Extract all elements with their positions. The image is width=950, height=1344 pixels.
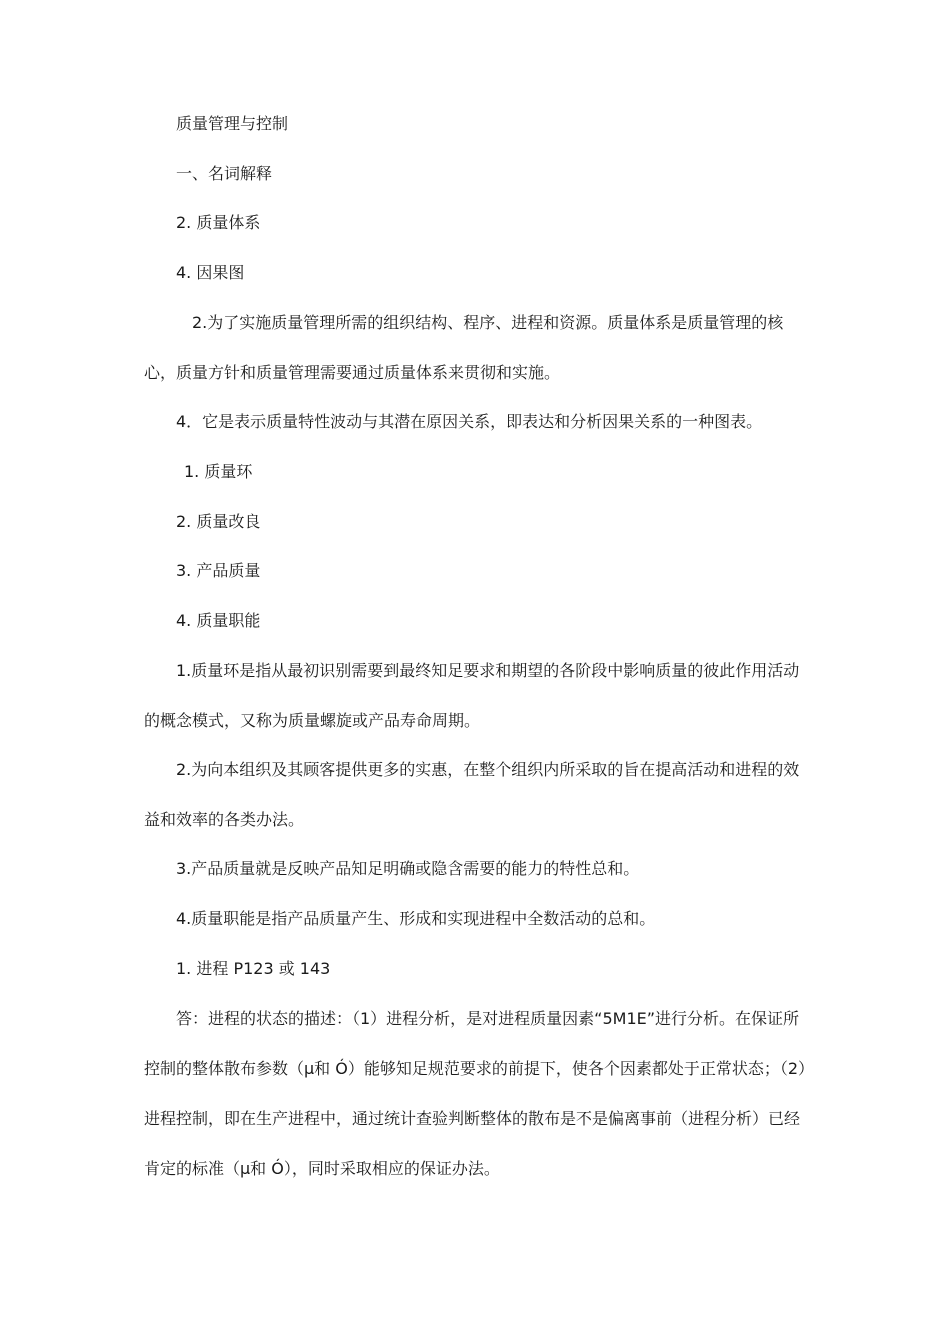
answer-paragraph: 答：进程的状态的描述：（1）进程分析，是对进程质量因素“5M1E”进行分析。在保证所控制的整体散布参数（μ和 Ó）能够知足规范要求的前提下，使各个因素都处于正常状态；（2）进程控制，即在生产进程中，通过统计查验判断整体的散布是不是偏离事前（进程分析）已经肯定的标准（μ和 Ó），同时采取相应的保证办法。 <box>144 1009 807 1178</box>
term-item: 4. 质量职能 <box>176 611 261 630</box>
term-item: 2. 质量体系 <box>176 213 261 232</box>
answer-paragraph: 3.产品质量就是反映产品知足明确或隐含需要的能力的特性总和。 <box>176 859 640 878</box>
section-heading: 一、名词解释 <box>176 164 273 183</box>
term-item: 1. 质量环 <box>184 462 253 481</box>
term-item: 2. 质量改良 <box>176 512 261 531</box>
term-item: 4. 因果图 <box>176 263 245 282</box>
answer-paragraph: 4．它是表示质量特性波动与其潜在原因关系，即表达和分析因果关系的一种图表。 <box>176 412 763 431</box>
document-title: 质量管理与控制 <box>176 114 289 133</box>
answer-paragraph: 1.质量环是指从最初识别需要到最终知足要求和期望的各阶段中影响质量的彼此作用活动的概念模式，又称为质量螺旋或产品寿命周期。 <box>144 661 800 730</box>
answer-paragraph: 2.为了实施质量管理所需的组织结构、程序、进程和资源。质量体系是质量管理的核心，质量方针和质量管理需要通过质量体系来贯彻和实施。 <box>144 313 784 382</box>
term-item: 3. 产品质量 <box>176 561 261 580</box>
question-heading: 1. 进程 P123 或 143 <box>176 959 331 978</box>
answer-paragraph: 4.质量职能是指产品质量产生、形成和实现进程中全数活动的总和。 <box>176 909 656 928</box>
answer-paragraph: 2.为向本组织及其顾客提供更多的实惠，在整个组织内所采取的旨在提高活动和进程的效益和效率的各类办法。 <box>144 760 800 829</box>
